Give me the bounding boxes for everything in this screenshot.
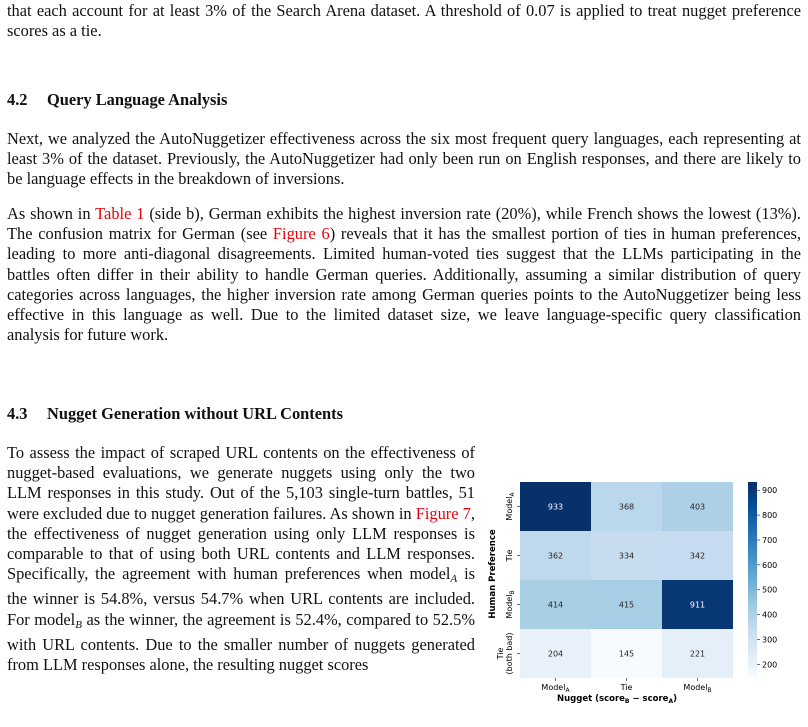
section-title: Query Language Analysis [47, 90, 228, 109]
colorbar-tick-label: 700 [762, 535, 778, 545]
section-4-2-heading [7, 90, 227, 110]
colorbar-tick-label: 800 [762, 511, 778, 521]
colorbar-tick-label: 300 [762, 635, 778, 645]
figure-7-link[interactable]: Figure 7 [415, 503, 471, 523]
colorbar-segment [748, 482, 757, 486]
subscript-b: B [75, 618, 82, 631]
section-4-3-heading [7, 404, 343, 424]
cell-value-label: 933 [547, 502, 564, 512]
y-tick-label-text: Tie [496, 647, 505, 660]
intro-paragraph-tail: that each account for at least 3% of the Search Arena dataset. A threshold of 0.07 is applied to treat nugget preference scores as a tie. [7, 1, 801, 41]
y-tick-label-text: Model$_B$ [505, 590, 516, 619]
section-4-3-paragraph-1 [7, 443, 475, 675]
colorbar-tick-label: 500 [762, 585, 778, 595]
subscript-a: A [450, 573, 458, 586]
figure-6-link[interactable]: Figure 6 [272, 224, 330, 244]
text-run: , the effectiveness of nugget generation using only LLM responses is comparable to that of using both URL contents and LLM responses. Specifically, the agreement with human preferences when model [7, 503, 475, 584]
y-tick-label [505, 492, 516, 521]
colorbar-tick-label: 900 [762, 486, 778, 496]
cell-value-label: 362 [547, 551, 564, 561]
section-number: 4.3 [7, 404, 28, 423]
section-4-2-paragraph-1: Next, we analyzed the AutoNuggetizer effectiveness across the six most frequent query languages, each representing at least 3% of the dataset. Previously, the AutoNuggetizer had only been run on English responses, and there are likely to be language effects in the breakdown of inversions. [7, 129, 801, 189]
y-tick-label [496, 632, 514, 674]
x-axis-label: Nugget (score$_B$ − score$_A$) [557, 694, 677, 705]
section-number: 4.2 [7, 90, 28, 109]
y-tick-label-text: (both bad) [505, 632, 514, 675]
y-tick-label [505, 590, 516, 618]
y-tick-label [505, 550, 514, 563]
cell-value-label: 334 [618, 551, 635, 561]
cell-value-label: 368 [618, 502, 635, 512]
x-tick-label: Model$_B$ [683, 683, 712, 694]
colorbar-tick-label: 600 [762, 560, 778, 570]
text-run: (side b), German exhibits the highest inversion rate (20%), while French shows the lowest (13%). The confusion matrix for German (see [7, 204, 801, 244]
cell-value-label: 145 [618, 649, 635, 659]
cell-value-label: 414 [547, 600, 564, 610]
confusion-matrix-heatmap [486, 470, 802, 720]
cell-value-label: 911 [689, 600, 706, 610]
colorbar-tick-label: 200 [762, 660, 778, 670]
x-tick-label: Model$_A$ [541, 683, 570, 694]
section-title: Nugget Generation without URL Contents [47, 404, 343, 423]
cell-value-label: 415 [618, 600, 635, 610]
y-tick-label-text: Tie [505, 549, 514, 562]
cell-value-label: 403 [689, 502, 706, 512]
y-tick-label-text: Model$_A$ [505, 492, 516, 521]
x-tick-label: Tie [620, 683, 633, 692]
cell-value-label: 204 [547, 649, 564, 659]
cell-value-label: 221 [689, 649, 706, 659]
section-4-2-paragraph-2 [7, 204, 801, 345]
text-run: is the winner is 54.8%, versus 54.7% when URL contents are included. For model [7, 564, 475, 629]
table-1-link[interactable]: Table 1 [95, 204, 145, 223]
cell-value-label: 342 [689, 551, 706, 561]
text-run: ) reveals that it has the smallest portion of ties in human preferences, leading to more anti-diagonal disagreements. Limited human-voted ties suggest that the LLMs participating in the battles often differ in their ability to handle German queries. Additionally, assuming a similar distribution of query categories across languages, the higher inversion rate among German queries points to the AutoNuggetizer being less effective in this language as well. Due to the limited dataset size, we leave language-specific query classification analysis for future work. [7, 224, 801, 345]
text-run: as the winner, the agreement is 52.4%, compared to 52.5% with URL contents. Due to the smaller number of nuggets generated from LLM responses alone, the resulting nugget scores [7, 609, 475, 675]
text-run: As shown in [7, 204, 96, 223]
text-run: To assess the impact of scraped URL contents on the effectiveness of nugget-based evaluations, we generate nuggets using only the two LLM responses in this study. Out of the 5,103 single-turn battles, 51 were excluded due to nugget generation failures. As shown in [7, 443, 475, 523]
colorbar-tick-label: 400 [762, 610, 778, 620]
y-axis-label: Human Preference [488, 529, 498, 619]
